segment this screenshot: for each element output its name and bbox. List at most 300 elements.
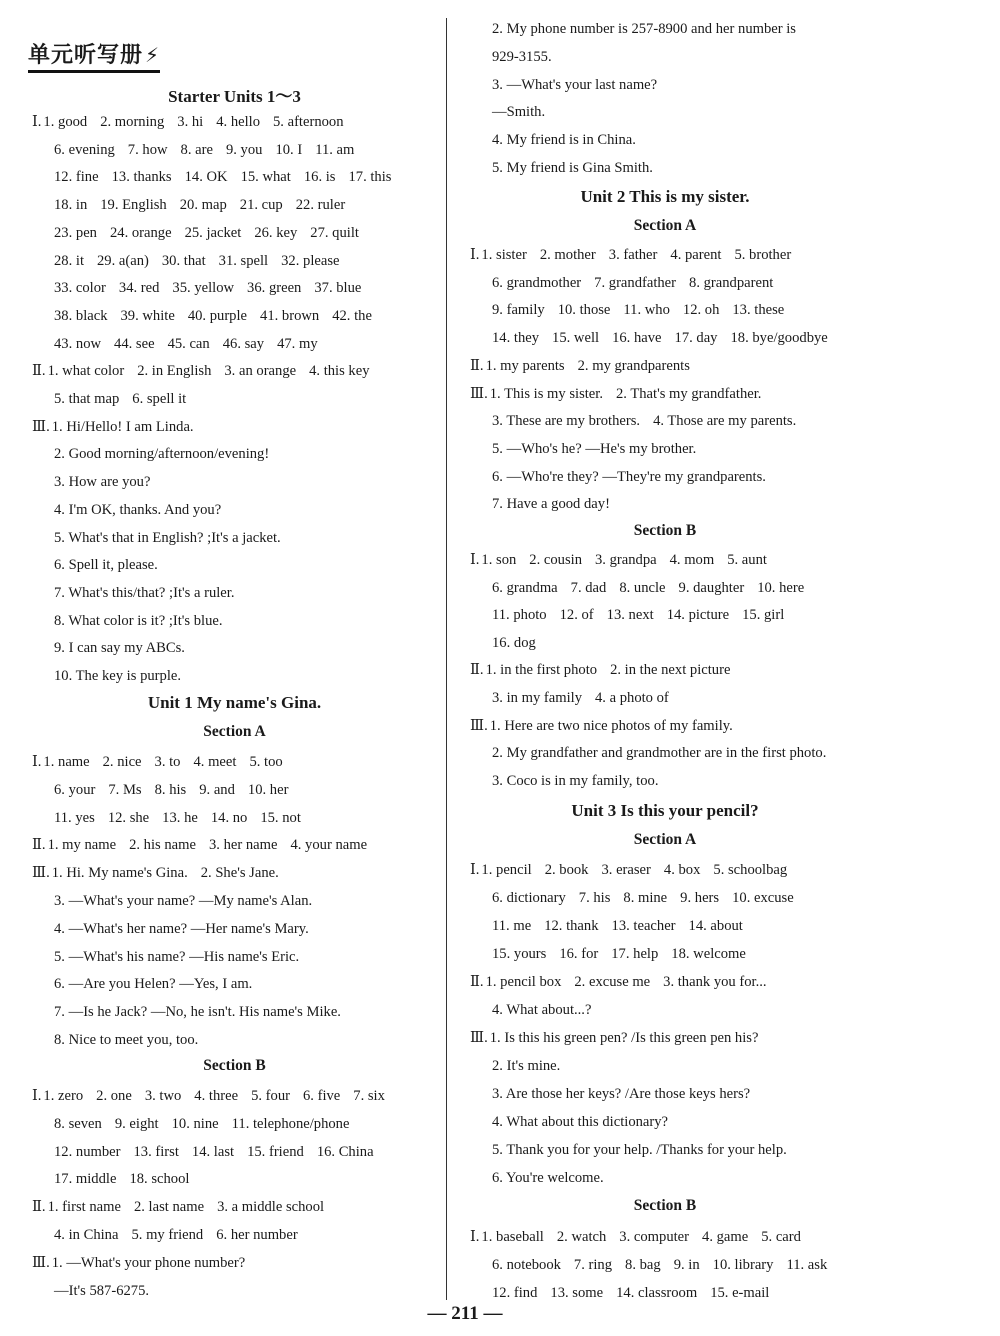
answer-line bbox=[54, 501, 221, 519]
answer-line bbox=[470, 661, 730, 679]
answer-line bbox=[32, 113, 344, 131]
answer-line bbox=[32, 836, 367, 854]
answer-item: 3. a middle school bbox=[217, 1199, 325, 1216]
answer-item: 7. ring bbox=[573, 1257, 613, 1273]
answer-line bbox=[32, 1254, 245, 1272]
answer-item: 45. can bbox=[167, 335, 210, 352]
answer-item: 26. key bbox=[254, 224, 298, 241]
answer-item: 6. her number bbox=[216, 1227, 298, 1243]
answer-line bbox=[470, 385, 761, 403]
answer-item: 4. parent bbox=[670, 247, 722, 263]
answer-line bbox=[492, 1001, 591, 1019]
answer-line bbox=[32, 864, 279, 882]
answer-line bbox=[54, 529, 281, 547]
answer-item: 8. What color is it? ;It's blue. bbox=[54, 612, 223, 629]
answer-item: 18. welcome bbox=[671, 946, 746, 962]
answer-item: 18. in bbox=[54, 197, 88, 214]
answer-line bbox=[54, 307, 372, 325]
answer-item: 3. These are my brothers. bbox=[492, 413, 641, 430]
answer-item: 10. I bbox=[275, 141, 303, 158]
answer-line bbox=[492, 689, 669, 707]
answer-item: 9. family bbox=[492, 302, 545, 319]
answer-line bbox=[492, 329, 828, 347]
answer-item: 1. pencil bbox=[481, 862, 532, 878]
answer-item: 1. first name bbox=[47, 1199, 121, 1216]
answer-item: 3. —What's your name? —My name's Alan. bbox=[54, 893, 313, 909]
answer-item: 7. —Is he Jack? —No, he isn't. His name's Mike. bbox=[54, 1004, 341, 1021]
answer-line bbox=[492, 440, 696, 458]
answer-line bbox=[54, 1226, 298, 1244]
answer-line bbox=[54, 1115, 349, 1133]
answer-item: 10. those bbox=[557, 302, 611, 319]
question-marker: Ⅱ. bbox=[470, 974, 484, 990]
question-marker: Ⅰ. bbox=[32, 1088, 42, 1104]
answer-item: 15. well bbox=[552, 330, 600, 347]
answer-item: 46. say bbox=[222, 335, 265, 352]
answer-item: 4. My friend is in China. bbox=[492, 132, 636, 149]
answer-item: 31. spell bbox=[218, 252, 269, 269]
answer-line bbox=[54, 141, 354, 159]
answer-item: 5. brother bbox=[734, 247, 792, 263]
question-marker: Ⅰ. bbox=[32, 114, 42, 130]
answer-item: 30. that bbox=[161, 252, 206, 269]
answer-item: 3. two bbox=[144, 1088, 182, 1104]
answer-item: 17. day bbox=[674, 330, 718, 347]
answer-line bbox=[54, 1003, 341, 1021]
answer-item: 1. pencil box bbox=[485, 974, 562, 990]
answer-line bbox=[32, 418, 194, 436]
answer-item: 11. me bbox=[492, 918, 532, 934]
question-marker: Ⅱ. bbox=[32, 363, 46, 380]
answer-item: 1. what color bbox=[47, 363, 125, 380]
answer-line bbox=[54, 1031, 198, 1049]
answer-line bbox=[54, 196, 345, 214]
answer-item: 12. find bbox=[492, 1285, 538, 1301]
answer-item: 4. this key bbox=[309, 363, 370, 380]
unit1-section-b-title: Section B bbox=[203, 1057, 266, 1074]
answer-item: 7. Ms bbox=[108, 781, 142, 798]
answer-item: 6. spell it bbox=[132, 391, 187, 407]
answer-item: 5. card bbox=[761, 1229, 801, 1245]
answer-item: 4. What about...? bbox=[492, 1002, 592, 1018]
answer-item: 9. hers bbox=[680, 890, 720, 906]
answer-line bbox=[32, 1087, 385, 1105]
answer-line bbox=[470, 1228, 801, 1246]
answer-item: 14. picture bbox=[666, 607, 730, 624]
answer-item: 8. Nice to meet you, too. bbox=[54, 1032, 199, 1048]
answer-line bbox=[492, 634, 536, 652]
question-marker: Ⅲ. bbox=[470, 1030, 488, 1046]
answer-line bbox=[492, 48, 552, 66]
answer-line bbox=[54, 1282, 149, 1300]
answer-line bbox=[492, 744, 826, 762]
question-marker: Ⅰ. bbox=[470, 247, 480, 263]
answer-line bbox=[54, 612, 223, 630]
answer-item: 5. four bbox=[251, 1088, 290, 1104]
answer-item: 2. my grandparents bbox=[577, 357, 690, 374]
answer-line bbox=[470, 973, 767, 991]
answer-item: 8. uncle bbox=[619, 579, 666, 596]
answer-item: 1. sister bbox=[481, 247, 527, 263]
answer-item: —It's 587-6275. bbox=[54, 1282, 150, 1299]
answer-line bbox=[492, 412, 796, 430]
answer-item: 2. nice bbox=[102, 754, 142, 770]
answer-item: 1. my parents bbox=[485, 357, 565, 374]
answer-line bbox=[492, 103, 545, 121]
answer-item: 5. my friend bbox=[131, 1227, 204, 1243]
answer-item: 1. son bbox=[481, 552, 517, 568]
answer-line bbox=[492, 917, 743, 935]
answer-line bbox=[54, 445, 269, 463]
answer-item: 8. grandparent bbox=[689, 274, 774, 291]
answer-item: 33. color bbox=[54, 280, 106, 297]
lightning-icon: ⚡ bbox=[145, 43, 161, 67]
answer-item: 6. Spell it, please. bbox=[54, 557, 158, 574]
answer-item: 1. name bbox=[43, 754, 90, 770]
answer-item: 5. —Who's he? —He's my brother. bbox=[492, 440, 697, 457]
answer-item: 37. blue bbox=[314, 280, 362, 297]
answer-item: 5. aunt bbox=[727, 552, 767, 568]
answer-line bbox=[492, 945, 746, 963]
answer-line bbox=[54, 473, 150, 491]
answer-item: 5. My friend is Gina Smith. bbox=[492, 160, 653, 176]
answer-item: 3. hi bbox=[177, 114, 204, 130]
answer-item: 16. is bbox=[303, 169, 336, 186]
answer-item: 43. now bbox=[54, 335, 102, 352]
answer-item: 2. in the next picture bbox=[610, 662, 731, 679]
answer-item: 24. orange bbox=[109, 224, 172, 241]
answer-line bbox=[492, 1085, 750, 1103]
answer-item: 13. these bbox=[732, 302, 785, 319]
page-number: — 211 — bbox=[427, 1303, 503, 1324]
answer-item: 14. last bbox=[191, 1143, 235, 1160]
answer-item: 1. baseball bbox=[481, 1229, 544, 1245]
answer-item: 3. Coco is in my family, too. bbox=[492, 772, 659, 789]
answer-item: 13. he bbox=[162, 809, 198, 826]
answer-item: 10. here bbox=[757, 579, 805, 596]
answer-item: 5. afternoon bbox=[273, 114, 344, 130]
answer-item: 29. a(an) bbox=[97, 252, 149, 269]
answer-item: 14. no bbox=[210, 809, 248, 826]
answer-item: 11. telephone/phone bbox=[231, 1115, 350, 1132]
answer-item: 7. his bbox=[578, 890, 611, 906]
answer-item: 11. photo bbox=[492, 607, 547, 624]
answer-item: 6. —Who're they? —They're my grandparents. bbox=[492, 468, 766, 485]
answer-item: 2. That's my grandfather. bbox=[616, 385, 762, 402]
answer-item: 4. game bbox=[702, 1229, 749, 1245]
answer-item: 5. too bbox=[249, 754, 283, 770]
answer-item: 7. six bbox=[353, 1088, 385, 1104]
answer-item: 16. have bbox=[612, 330, 662, 347]
answer-item: 1. Here are two nice photos of my family. bbox=[489, 717, 733, 734]
answer-item: 7. Have a good day! bbox=[492, 496, 610, 513]
answer-item: 2. excuse me bbox=[574, 974, 651, 990]
answer-line bbox=[54, 1143, 374, 1161]
answer-item: 4. in China bbox=[54, 1227, 119, 1243]
answer-item: 8. his bbox=[154, 781, 187, 798]
answer-item: 6. your bbox=[54, 781, 96, 798]
question-marker: Ⅱ. bbox=[470, 357, 484, 374]
answer-line bbox=[470, 717, 733, 735]
answer-item: 4. Those are my parents. bbox=[653, 413, 797, 430]
question-marker: Ⅰ. bbox=[32, 754, 42, 770]
answer-item: 41. brown bbox=[260, 307, 320, 324]
answer-item: 38. black bbox=[54, 307, 108, 324]
answer-line bbox=[470, 246, 791, 264]
answer-line bbox=[492, 772, 658, 790]
answer-item: 10. excuse bbox=[732, 890, 794, 906]
answer-line bbox=[54, 667, 181, 685]
answer-item: 929-3155. bbox=[492, 48, 552, 65]
answer-line bbox=[492, 606, 784, 624]
answer-item: 4. a photo of bbox=[595, 690, 669, 706]
answer-item: 12. oh bbox=[682, 302, 720, 319]
answer-line bbox=[492, 301, 784, 319]
answer-item: 4. three bbox=[194, 1088, 239, 1104]
answer-item: 1. my name bbox=[47, 837, 117, 854]
unit2-title: Unit 2 This is my sister. bbox=[580, 187, 750, 206]
answer-line bbox=[32, 1198, 324, 1216]
answer-item: 11. ask bbox=[786, 1257, 828, 1273]
answer-item: 12. number bbox=[54, 1143, 121, 1160]
answer-line bbox=[54, 335, 318, 353]
answer-line bbox=[492, 579, 804, 597]
answer-item: 2. mother bbox=[539, 247, 596, 263]
answer-item: 1. in the first photo bbox=[485, 662, 598, 679]
answer-item: 3. an orange bbox=[224, 363, 297, 380]
answer-line bbox=[492, 1256, 827, 1274]
unit1-section-a-title: Section A bbox=[203, 723, 266, 740]
question-marker: Ⅲ. bbox=[32, 418, 50, 435]
question-marker: Ⅰ. bbox=[470, 552, 480, 568]
answer-item: 2. Good morning/afternoon/evening! bbox=[54, 446, 270, 463]
answer-item: 27. quilt bbox=[310, 224, 359, 241]
answer-item: 25. jacket bbox=[184, 224, 242, 241]
answer-item: 5. schoolbag bbox=[713, 862, 788, 878]
answer-item: 13. teacher bbox=[611, 918, 676, 934]
answer-item: 6. notebook bbox=[492, 1257, 561, 1273]
answer-line bbox=[32, 753, 283, 771]
answer-item: 11. who bbox=[623, 302, 670, 319]
answer-item: 22. ruler bbox=[295, 197, 346, 214]
answer-line bbox=[492, 1169, 604, 1187]
answer-item: 17. help bbox=[611, 946, 659, 962]
answer-item: 3. father bbox=[608, 247, 658, 263]
answer-item: 3. computer bbox=[619, 1229, 690, 1245]
answer-item: 3. to bbox=[154, 754, 181, 770]
answer-item: 2. watch bbox=[556, 1229, 607, 1245]
question-marker: Ⅰ. bbox=[470, 862, 480, 878]
answer-line bbox=[32, 362, 370, 380]
answer-line bbox=[54, 920, 309, 938]
answer-item: 14. classroom bbox=[616, 1285, 698, 1301]
answer-item: 10. library bbox=[712, 1257, 774, 1273]
answer-item: 6. grandma bbox=[492, 579, 558, 596]
answer-item: 16. dog bbox=[492, 634, 536, 651]
answer-item: 8. seven bbox=[54, 1115, 102, 1132]
answer-item: 9. you bbox=[225, 141, 263, 158]
answer-item: 2. It's mine. bbox=[492, 1058, 561, 1074]
answer-item: 4. I'm OK, thanks. And you? bbox=[54, 501, 222, 518]
answer-item: 14. OK bbox=[184, 169, 228, 186]
answer-line bbox=[54, 809, 301, 827]
answer-item: 9. in bbox=[673, 1257, 700, 1273]
answer-item: 42. the bbox=[332, 307, 372, 324]
question-marker: Ⅲ. bbox=[470, 717, 488, 734]
answer-item: 7. how bbox=[127, 141, 168, 158]
answer-item: 8. are bbox=[180, 141, 213, 158]
answer-item: 9. daughter bbox=[678, 579, 745, 596]
answer-line bbox=[492, 1284, 769, 1302]
answer-item: 15. girl bbox=[742, 607, 785, 624]
column-divider bbox=[446, 18, 447, 1300]
answer-item: 10. her bbox=[247, 781, 289, 798]
answer-item: 13. next bbox=[606, 607, 654, 624]
answer-item: 23. pen bbox=[54, 224, 97, 241]
answer-item: 16. China bbox=[316, 1143, 374, 1160]
answer-item: 36. green bbox=[247, 280, 302, 297]
answer-line bbox=[492, 468, 766, 486]
answer-item: 4. What about this dictionary? bbox=[492, 1114, 669, 1130]
answer-item: 6. dictionary bbox=[492, 890, 566, 906]
answer-item: 15. friend bbox=[247, 1143, 304, 1160]
answer-item: 1. Hi/Hello! I am Linda. bbox=[51, 418, 194, 435]
answer-item: 4. mom bbox=[669, 552, 715, 568]
answer-item: 9. and bbox=[199, 781, 235, 798]
answer-line bbox=[54, 224, 359, 242]
question-marker: Ⅱ. bbox=[470, 662, 484, 679]
answer-item: 2. cousin bbox=[529, 552, 582, 568]
answer-item: 3. grandpa bbox=[595, 552, 657, 568]
answer-item: 11. am bbox=[315, 141, 355, 158]
answer-item: 18. bye/goodbye bbox=[730, 330, 828, 347]
answer-item: 16. for bbox=[559, 946, 599, 962]
answer-item: 14. they bbox=[492, 330, 540, 347]
answer-line bbox=[54, 556, 158, 574]
answer-line bbox=[54, 390, 186, 408]
answer-item: 6. You're welcome. bbox=[492, 1170, 604, 1186]
answer-item: 2. one bbox=[96, 1088, 132, 1104]
answer-item: 2. My phone number is 257-8900 and her number is bbox=[492, 21, 796, 37]
answer-line bbox=[470, 861, 787, 879]
answer-line bbox=[54, 948, 299, 966]
answer-line bbox=[492, 159, 653, 177]
answer-item: 20. map bbox=[179, 197, 227, 214]
answer-item: 19. English bbox=[100, 197, 167, 214]
answer-line bbox=[54, 639, 185, 657]
answer-item: 17. this bbox=[348, 169, 392, 186]
answer-line bbox=[54, 279, 361, 297]
answer-item: 14. about bbox=[688, 918, 743, 934]
unit2-section-b-title: Section B bbox=[633, 522, 697, 539]
answer-item: 1. —What's your phone number? bbox=[51, 1254, 246, 1271]
answer-item: 10. nine bbox=[171, 1115, 219, 1132]
answer-item: 32. please bbox=[281, 252, 340, 269]
answer-item: 3. her name bbox=[208, 837, 278, 854]
answer-item: 2. She's Jane. bbox=[200, 865, 279, 882]
answer-item: 13. first bbox=[133, 1143, 179, 1160]
answer-item: 3. eraser bbox=[601, 862, 651, 878]
answer-line bbox=[54, 168, 391, 186]
starter-title: Starter Units 1～3 bbox=[168, 87, 301, 106]
answer-line bbox=[492, 131, 636, 149]
answer-item: 2. morning bbox=[100, 114, 165, 130]
answer-item: 12. of bbox=[559, 607, 594, 624]
answer-item: 17. middle bbox=[54, 1171, 117, 1188]
answer-line bbox=[470, 357, 690, 375]
answer-item: 7. dad bbox=[570, 579, 607, 596]
unit1-title: Unit 1 My name's Gina. bbox=[147, 693, 322, 712]
question-marker: Ⅲ. bbox=[32, 1254, 50, 1271]
answer-line bbox=[492, 495, 610, 513]
answer-line bbox=[54, 781, 288, 799]
answer-item: 7. What's this/that? ;It's a ruler. bbox=[54, 584, 235, 601]
unit3-section-b-title: Section B bbox=[633, 1197, 697, 1214]
answer-item: 15. what bbox=[240, 169, 291, 186]
answer-item: 2. last name bbox=[133, 1199, 205, 1216]
answer-item: 12. fine bbox=[54, 169, 99, 186]
answer-item: 4. meet bbox=[193, 754, 237, 770]
answer-item: 1. This is my sister. bbox=[489, 385, 603, 402]
answer-item: 3. How are you? bbox=[54, 474, 151, 491]
answer-item: 15. e-mail bbox=[710, 1285, 770, 1301]
answer-item: 3. Are those her keys? /Are those keys hers? bbox=[492, 1086, 751, 1102]
answer-line bbox=[470, 551, 767, 569]
answer-item: 6. evening bbox=[54, 141, 115, 158]
question-marker: Ⅰ. bbox=[470, 1229, 480, 1245]
answer-line bbox=[492, 1057, 560, 1075]
question-marker: Ⅱ. bbox=[32, 837, 46, 854]
answer-item: 1. Is this his green pen? /Is this green pen his? bbox=[489, 1030, 759, 1046]
answer-line bbox=[54, 1170, 189, 1188]
answer-item: 6. five bbox=[302, 1088, 341, 1104]
answer-item: 5. that map bbox=[54, 391, 120, 407]
answer-item: 3. in my family bbox=[492, 690, 582, 706]
answer-item: 1. Hi. My name's Gina. bbox=[51, 865, 188, 882]
answer-item: 5. Thank you for your help. /Thanks for your help. bbox=[492, 1142, 787, 1158]
answer-item: 6. grandmother bbox=[492, 274, 582, 291]
answer-line bbox=[54, 975, 252, 993]
answer-item: 2. in English bbox=[137, 363, 212, 380]
answer-item: 2. My grandfather and grandmother are in the first photo. bbox=[492, 745, 827, 762]
answer-item: 6. —Are you Helen? —Yes, I am. bbox=[54, 976, 253, 993]
answer-item: 28. it bbox=[54, 252, 84, 269]
answer-item: 15. yours bbox=[492, 946, 547, 962]
answer-item: 2. his name bbox=[129, 837, 196, 854]
answer-item: 12. thank bbox=[544, 918, 599, 934]
answer-item: —Smith. bbox=[492, 104, 546, 121]
answer-item: 9. eight bbox=[114, 1115, 159, 1132]
answer-item: 5. —What's his name? —His name's Eric. bbox=[54, 948, 300, 965]
answer-line bbox=[492, 76, 657, 94]
answer-item: 34. red bbox=[118, 280, 160, 297]
answer-line bbox=[54, 584, 234, 602]
answer-item: 4. your name bbox=[290, 837, 368, 854]
answer-line bbox=[492, 1113, 668, 1131]
answer-item: 1. good bbox=[43, 114, 88, 130]
answer-item: 44. see bbox=[114, 335, 155, 352]
answer-item: 12. she bbox=[107, 809, 150, 826]
answer-item: 4. hello bbox=[216, 114, 260, 130]
answer-item: 5. What's that in English? ;It's a jacket. bbox=[54, 529, 281, 546]
answer-item: 15. not bbox=[260, 809, 301, 826]
answer-item: 4. —What's her name? —Her name's Mary. bbox=[54, 920, 309, 937]
answer-item: 7. grandfather bbox=[594, 274, 677, 291]
unit3-section-a-title: Section A bbox=[633, 831, 697, 848]
answer-item: 3. thank you for... bbox=[663, 974, 767, 990]
answer-item: 4. box bbox=[663, 862, 701, 878]
answer-line bbox=[54, 252, 339, 270]
